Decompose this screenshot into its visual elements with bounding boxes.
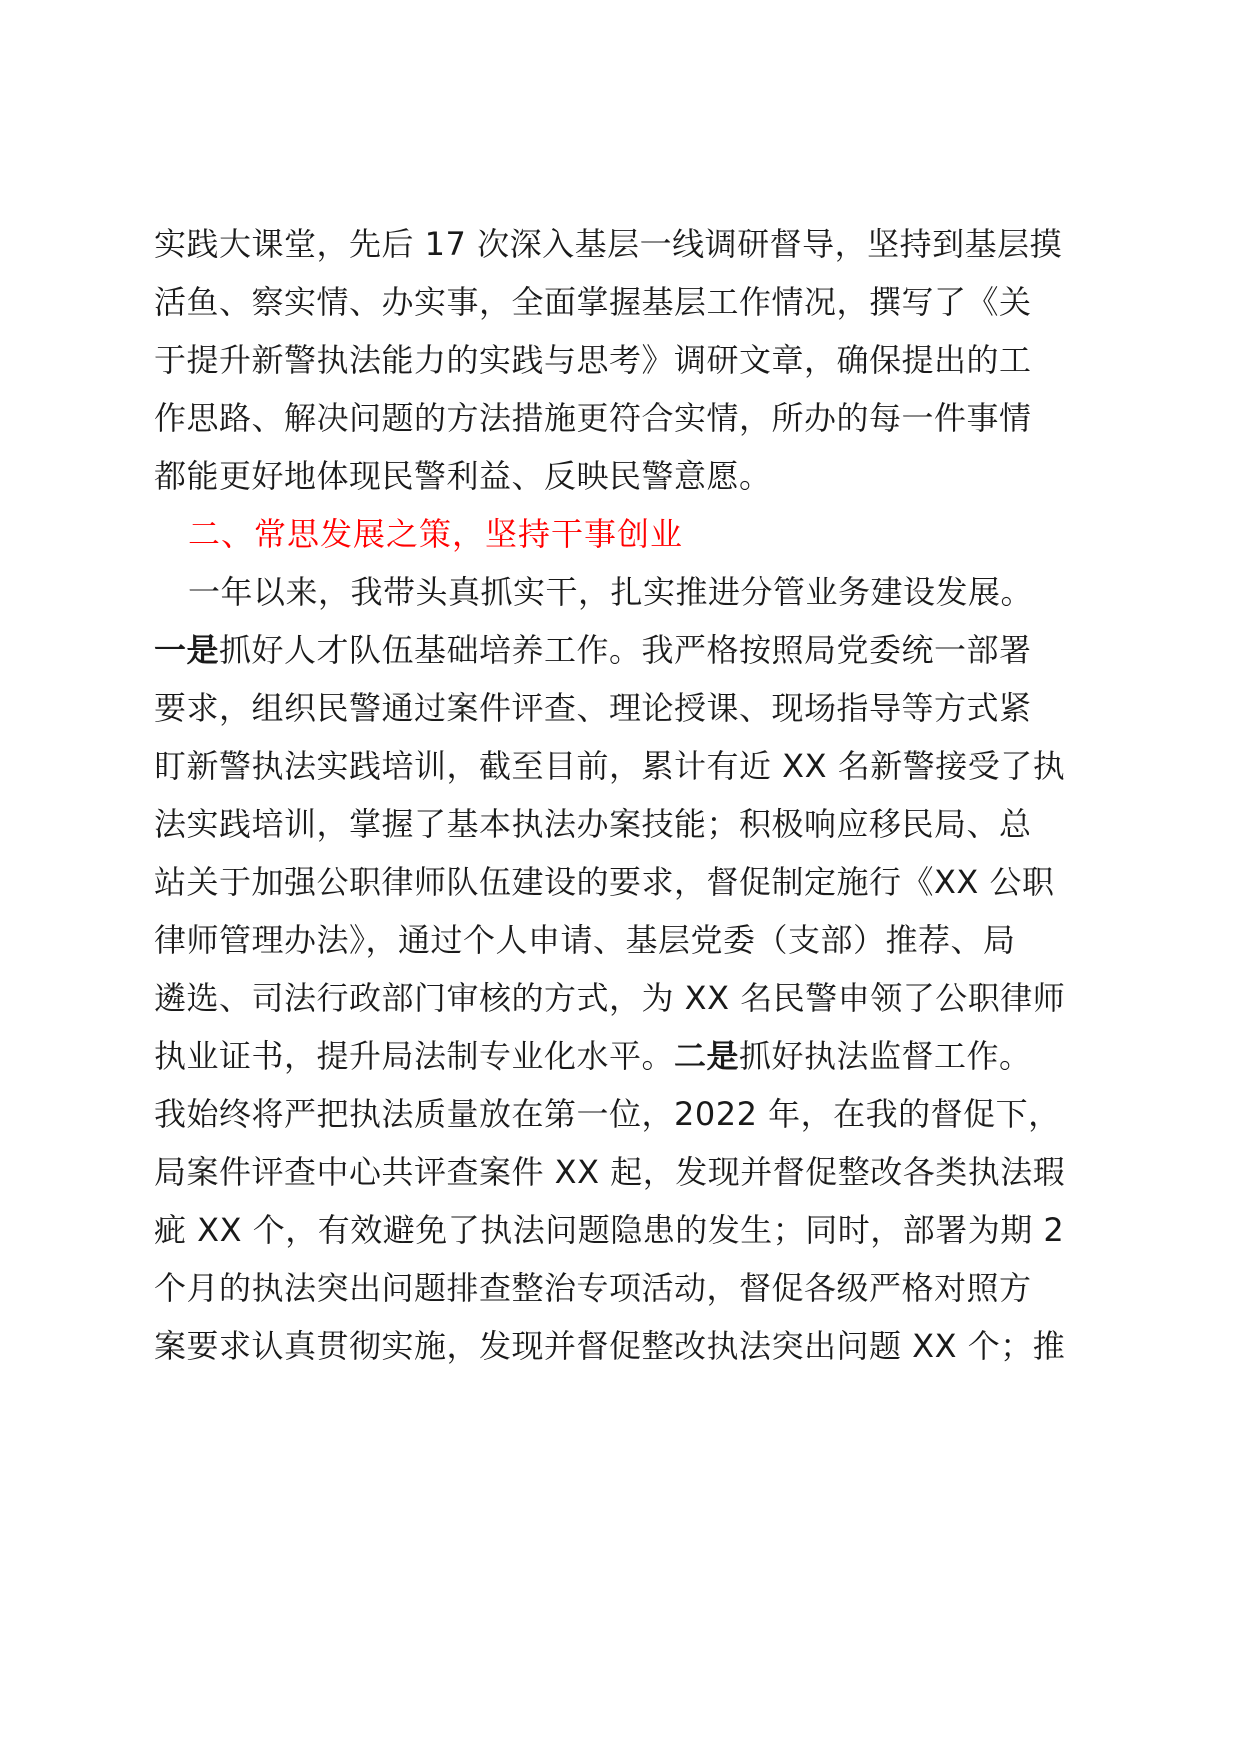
paragraph-line: 作思路、解决问题的方法措施更符合实情，所办的每一件事情 — [154, 399, 1032, 437]
paragraph-line: 律师管理办法》，通过个人申请、基层党委（支部）推荐、局 — [154, 921, 1016, 959]
bold-marker: 二是 — [674, 1037, 740, 1075]
paragraph-line: 疵 XX 个，有效避免了执法问题隐患的发生；同时，部署为期 2 — [154, 1211, 1065, 1249]
paragraph-line: 案要求认真贯彻实施，发现并督促整改执法突出问题 XX 个；推 — [154, 1327, 1066, 1365]
paragraph-line: 我始终将严把执法质量放在第一位，2022 年，在我的督促下， — [154, 1095, 1061, 1133]
paragraph-line: 要求，组织民警通过案件评查、理论授课、现场指导等方式紧 — [154, 689, 1032, 727]
paragraph-line: 盯新警执法实践培训，截至目前，累计有近 XX 名新警接受了执 — [154, 747, 1066, 785]
paragraph-line: 都能更好地体现民警利益、反映民警意愿。 — [154, 457, 772, 495]
bold-marker: 一是 — [154, 631, 220, 669]
paragraph-line: 法实践培训，掌握了基本执法办案技能；积极响应移民局、总 — [154, 805, 1032, 843]
paragraph-line: 站关于加强公职律师队伍建设的要求，督促制定施行《XX 公职 — [154, 863, 1055, 901]
paragraph-line: 实践大课堂，先后 17 次深入基层一线调研督导，坚持到基层摸 — [154, 225, 1063, 263]
paragraph-line: 一年以来，我带头真抓实干，扎实推进分管业务建设发展。 — [188, 573, 1034, 611]
paragraph-line: 个月的执法突出问题排查整治专项活动，督促各级严格对照方 — [154, 1269, 1032, 1307]
paragraph-line — [154, 630, 1094, 670]
section-heading: 二、常思发展之策，坚持干事创业 — [188, 515, 684, 553]
line-text: 抓好执法监督工作。 — [739, 1037, 1032, 1075]
line-text: 执业证书，提升局法制专业化水平。 — [154, 1037, 675, 1075]
line-text: 抓好人才队伍基础培养工作。我严格按照局党委统一部署 — [219, 631, 1032, 669]
paragraph-line: 遴选、司法行政部门审核的方式，为 XX 名民警申领了公职律师 — [154, 979, 1066, 1017]
paragraph-line: 局案件评查中心共评查案件 XX 起，发现并督促整改各类执法瑕 — [154, 1153, 1066, 1191]
paragraph-line: 于提升新警执法能力的实践与思考》调研文章，确保提出的工 — [154, 341, 1032, 379]
paragraph-line — [154, 1036, 1094, 1076]
paragraph-line: 活鱼、察实情、办实事，全面掌握基层工作情况，撰写了《关 — [154, 283, 1032, 321]
